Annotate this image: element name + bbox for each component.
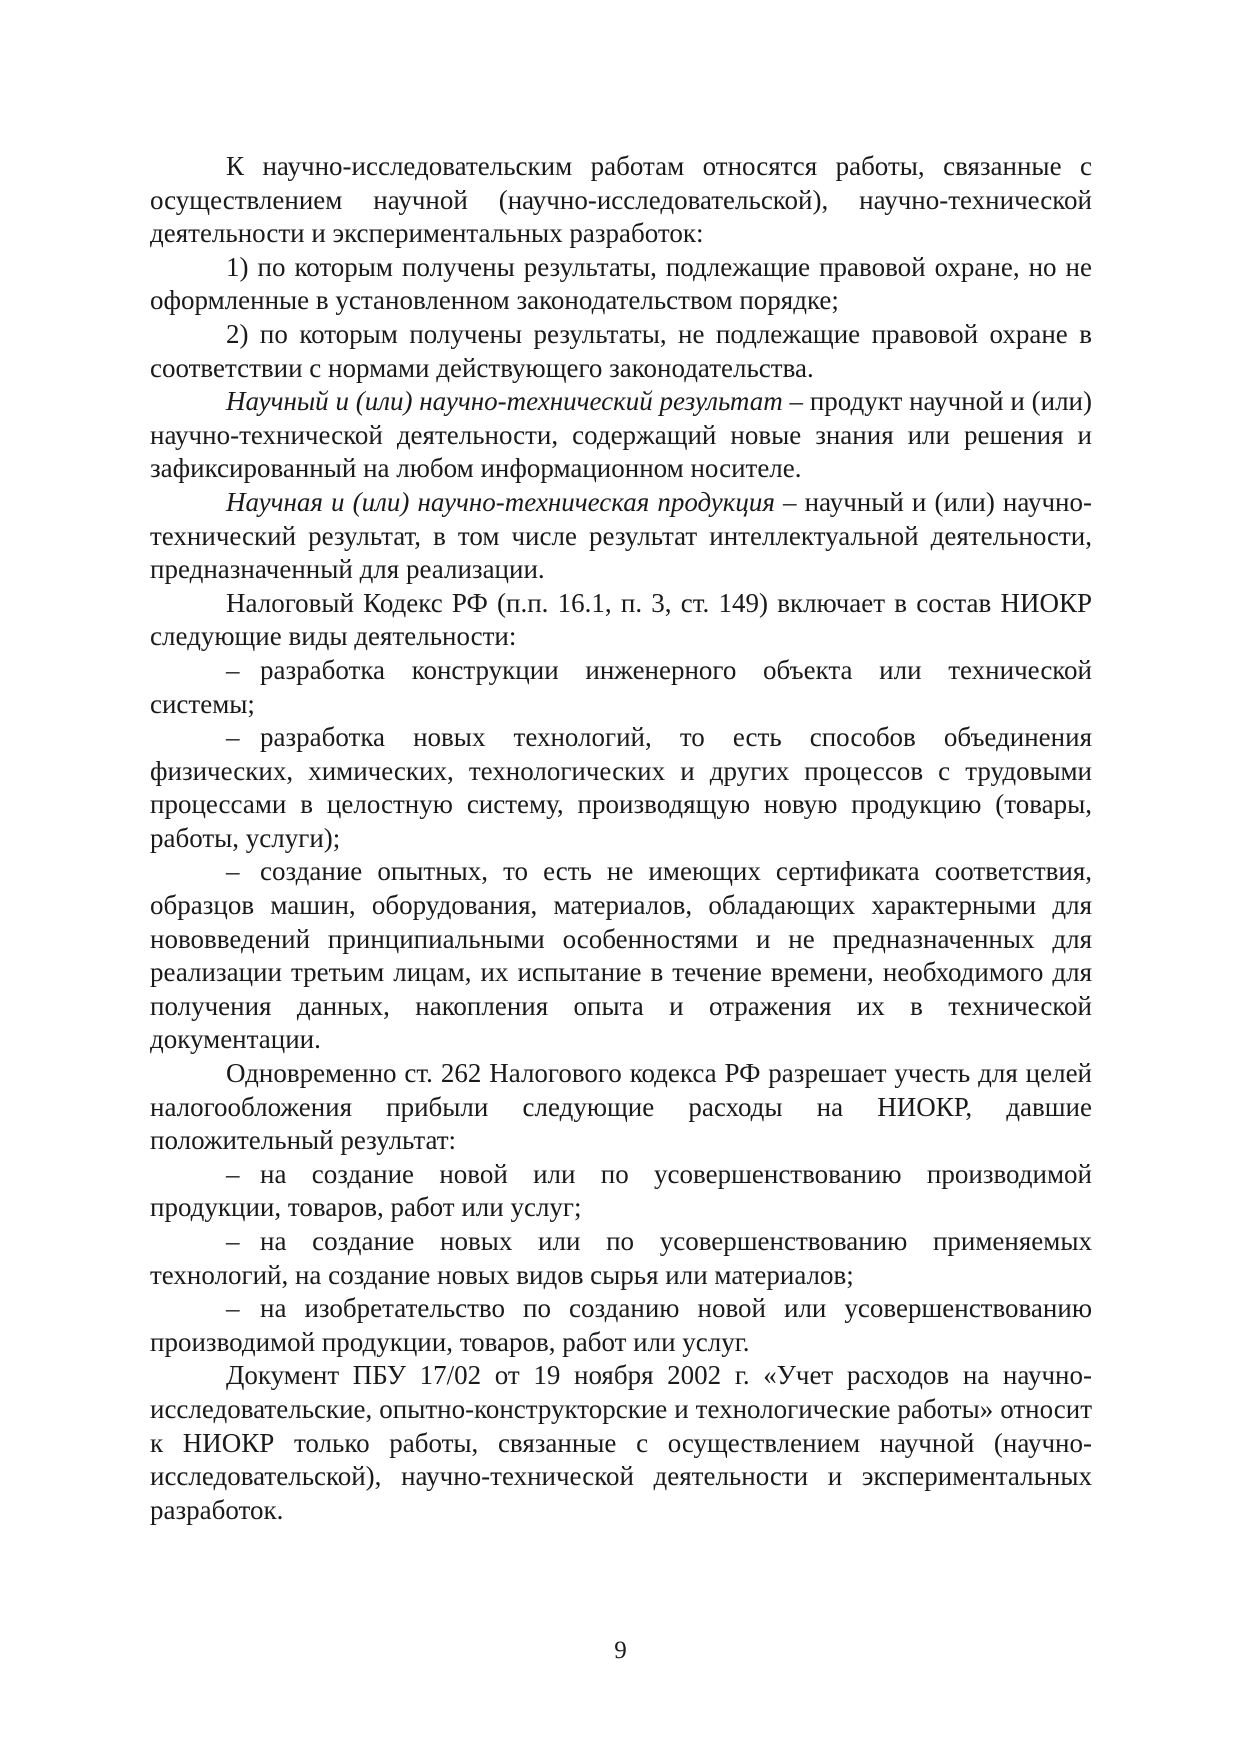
list-item-2 bbox=[150, 318, 1092, 385]
paragraph-article-262 bbox=[150, 1057, 1092, 1158]
dash-item-invention bbox=[150, 1292, 1092, 1359]
paragraph-text: Одновременно ст. 262 Налогового кодекса РФ разрешает учесть для целей налогообложения прибыли следующие расходы на НИОКР, давшие положительный результат: bbox=[150, 1058, 1092, 1156]
dash-item-new-products bbox=[150, 1158, 1092, 1225]
paragraph-text: разработка новых технологий, то есть способов объединения физических, химических, технологических и других процессов с трудовыми процессами в целостную систему, производящую новую продукцию (товары, работы, услуги); bbox=[150, 722, 1092, 853]
dash-marker: – bbox=[226, 856, 240, 887]
list-item-1 bbox=[150, 251, 1092, 318]
dash-marker: – bbox=[226, 1158, 240, 1189]
paragraph-text: – научный и (или) научно-технический результат, в том числе результат интеллектуальной деятельности, предназначенный для реализации. bbox=[150, 486, 1092, 585]
page-number: 9 bbox=[614, 1637, 627, 1664]
paragraph-pbu-17-02 bbox=[150, 1359, 1092, 1527]
document-page bbox=[150, 150, 1092, 1527]
paragraph-text: на создание новой или по усовершенствованию производимой продукции, товаров, работ или услуг; bbox=[150, 1158, 1092, 1223]
term-scientific-result: Научный и (или) научно-технический результат bbox=[226, 386, 783, 417]
dash-marker: – bbox=[226, 654, 240, 685]
paragraph-text: Документ ПБУ 17/02 от 19 ноября 2002 г. «Учет расходов на научно-исследовательские, опытно-конструкторские и технологические работы» относит к НИОКР только работы, связанные с осуществлением научной (научно-исследовательской), научно-технической деятельности и экспериментальных разработок. bbox=[150, 1360, 1092, 1525]
paragraph-text: на изобретательство по созданию новой или усовершенствованию производимой продукции, товаров, работ или услуг. bbox=[150, 1293, 1092, 1357]
dash-item-technologies bbox=[150, 721, 1092, 855]
paragraph-text: создание опытных, то есть не имеющих сертификата соответствия, образцов машин, оборудования, материалов, обладающих характерными для нововведений принципиальными особенностями и не предназначенных для реализации третьим лицам, их испытание в течение времени, необходимого для получения данных, накопления опыта и отражения их в технической документации. bbox=[150, 856, 1092, 1055]
paragraph-tax-code bbox=[150, 587, 1092, 654]
dash-item-prototypes bbox=[150, 855, 1092, 1057]
paragraph-scientific-product bbox=[150, 486, 1092, 587]
paragraph-text: – продукт научной и (или) научно-технической деятельности, содержащий новые знания или решения и зафиксированный на любом информационном носителе. bbox=[150, 386, 1092, 484]
term-scientific-product: Научная и (или) научно-техническая продукция bbox=[226, 486, 775, 517]
dash-marker: – bbox=[226, 1293, 240, 1324]
paragraph-text: К научно-исследовательским работам относятся работы, связанные с осуществлением научной (научно-исследовательской), научно-технической деятельности и экспериментальных разработок: bbox=[150, 151, 1092, 249]
dash-marker: – bbox=[226, 722, 240, 753]
paragraph-text: на создание новых или по усовершенствованию применяемых технологий, на создание новых видов сырья или материалов; bbox=[150, 1226, 1092, 1290]
dash-marker: – bbox=[226, 1226, 240, 1256]
paragraph-scientific-result bbox=[150, 385, 1092, 486]
dash-item-engineering bbox=[150, 654, 1092, 721]
paragraph-text: разработка конструкции инженерного объекта или технической системы; bbox=[150, 654, 1092, 719]
paragraph-niokr-definition bbox=[150, 150, 1092, 251]
paragraph-text: 2) по которым получены результаты, не подлежащие правовой охране в соответствии с нормами действующего законодательства. bbox=[150, 318, 1092, 383]
paragraph-text: Налоговый Кодекс РФ (п.п. 16.1, п. 3, ст. 149) включает в состав НИОКР следующие виды деятельности: bbox=[150, 587, 1092, 652]
paragraph-text: 1) по которым получены результаты, подлежащие правовой охране, но не оформленные в установленном законодательством порядке; bbox=[150, 251, 1092, 316]
dash-item-new-technologies bbox=[150, 1225, 1092, 1292]
